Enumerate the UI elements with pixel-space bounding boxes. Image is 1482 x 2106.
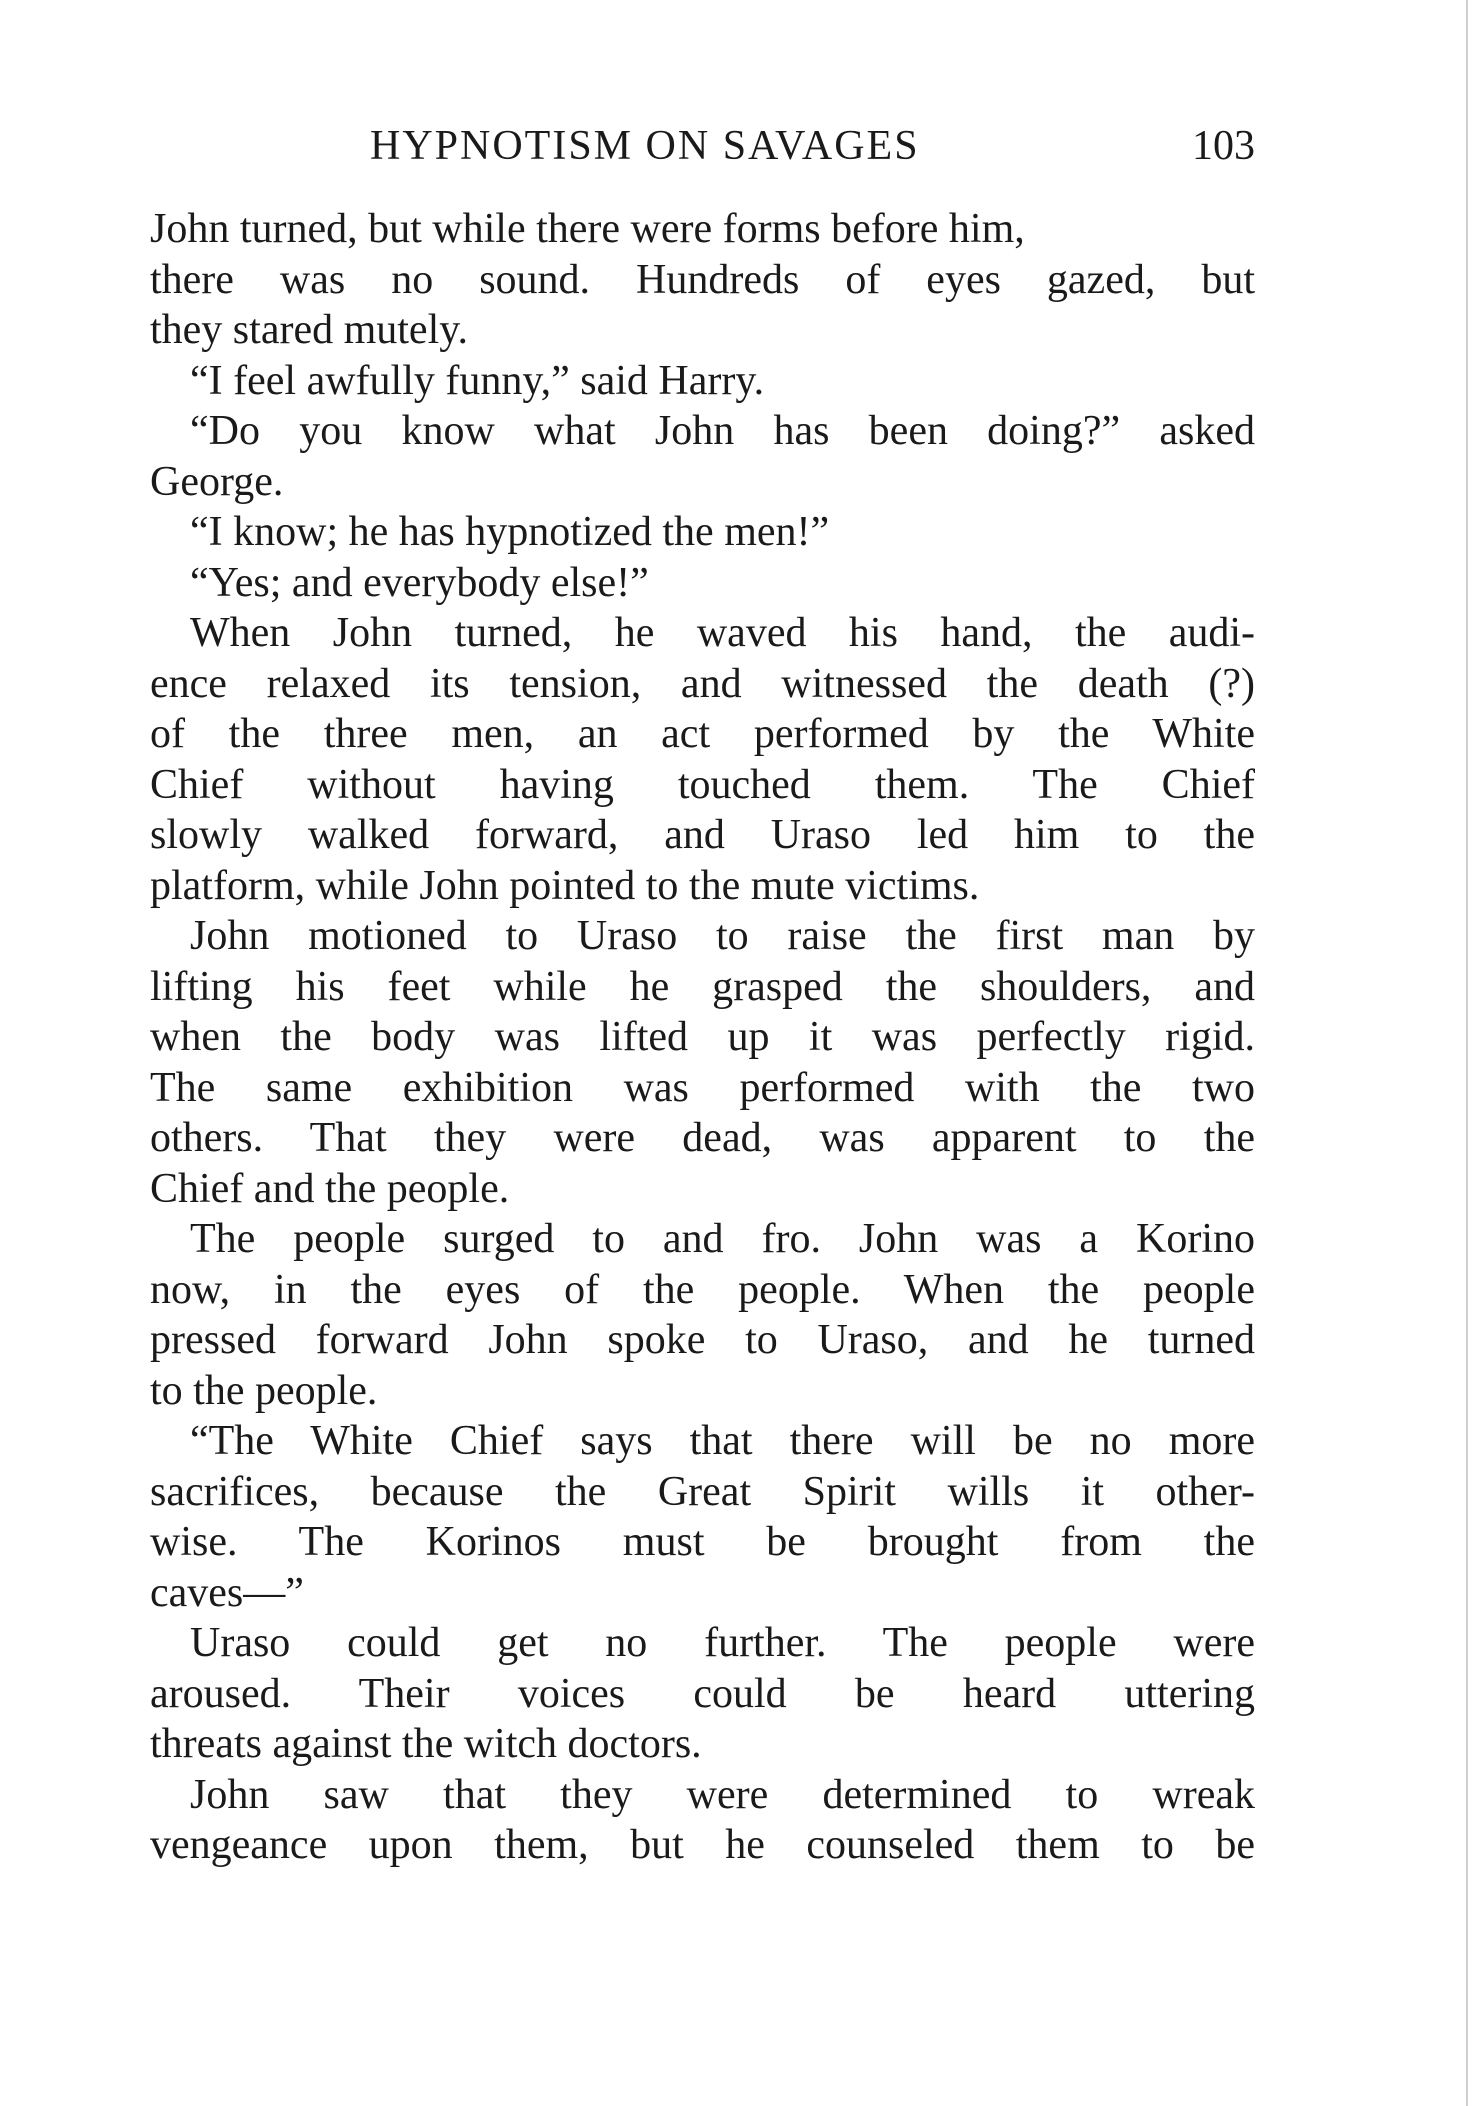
text-line: Chief and the people. bbox=[150, 1165, 510, 1212]
text-line: ence relaxed its tension, and witnessed the death (?) bbox=[150, 660, 1255, 707]
text-line: The same exhibition was performed with the two bbox=[150, 1064, 1255, 1111]
text-line: When John turned, he waved his hand, the audi- bbox=[190, 610, 1255, 656]
text-line: The people surged to and fro. John was a Korino bbox=[190, 1216, 1255, 1262]
text-line: “Do you know what John has been doing?” asked bbox=[190, 408, 1255, 454]
text-line: wise. The Korinos must be brought from the bbox=[150, 1519, 1255, 1565]
text-line: vengeance upon them, but he counseled them to be bbox=[150, 1822, 1255, 1868]
body-text bbox=[150, 204, 1255, 1871]
text-line: “The White Chief says that there will be no more bbox=[190, 1418, 1255, 1464]
page-number: 103 bbox=[1192, 123, 1255, 169]
page-edge bbox=[1466, 0, 1468, 2106]
text-line: platform, while John pointed to the mute victims. bbox=[150, 862, 980, 909]
text-line: of the three men, an act performed by the White bbox=[150, 711, 1255, 757]
text-line: caves—” bbox=[150, 1569, 304, 1616]
text-line: slowly walked forward, and Uraso led him to the bbox=[150, 812, 1255, 858]
text-line: there was no sound. Hundreds of eyes gazed, but bbox=[150, 256, 1255, 303]
text-line: John saw that they were determined to wreak bbox=[190, 1771, 1255, 1818]
text-line: lifting his feet while he grasped the shoulders, and bbox=[150, 963, 1255, 1010]
text-line: when the body was lifted up it was perfectly rigid. bbox=[150, 1014, 1255, 1060]
text-line: aroused. Their voices could be heard uttering bbox=[150, 1670, 1255, 1717]
text-line: now, in the eyes of the people. When the people bbox=[150, 1266, 1255, 1313]
text-line: “I know; he has hypnotized the men!” bbox=[190, 509, 830, 555]
text-line: pressed forward John spoke to Uraso, and he turned bbox=[150, 1317, 1255, 1363]
text-line: “Yes; and everybody else!” bbox=[190, 559, 649, 606]
text-line: sacrifices, because the Great Spirit wills it other- bbox=[150, 1468, 1255, 1515]
text-line: “I feel awfully funny,” said Harry. bbox=[190, 357, 765, 404]
running-head: HYPNOTISM ON SAVAGES bbox=[370, 123, 920, 169]
text-line: Uraso could get no further. The people were bbox=[190, 1620, 1255, 1666]
page-header bbox=[150, 118, 1255, 174]
text-line: John turned, but while there were forms before him, bbox=[150, 206, 1025, 252]
text-line: they stared mutely. bbox=[150, 307, 469, 353]
text-line: threats against the witch doctors. bbox=[150, 1721, 702, 1767]
text-line: John motioned to Uraso to raise the first man by bbox=[190, 913, 1255, 959]
text-line: Chief without having touched them. The Chief bbox=[150, 761, 1255, 808]
text-line: George. bbox=[150, 458, 284, 505]
text-line: to the people. bbox=[150, 1367, 378, 1414]
text-line: others. That they were dead, was apparent to the bbox=[150, 1115, 1255, 1161]
